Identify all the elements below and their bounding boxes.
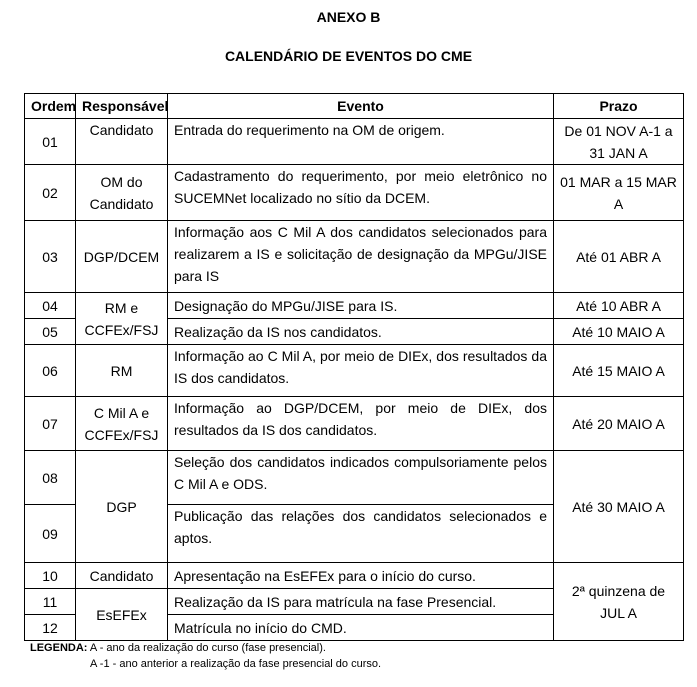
cell-evento: Matrícula no início do CMD. xyxy=(168,615,554,641)
cell-prazo: 01 MAR a 15 MAR A xyxy=(554,165,684,221)
cell-evento: Apresentação na EsEFEx para o início do curso. xyxy=(168,563,554,589)
table-row xyxy=(25,165,684,221)
cell-ordem: 07 xyxy=(25,397,76,451)
cell-evento: Publicação das relações dos candidatos selecionados e aptos. xyxy=(168,505,554,563)
legend-text-1: A - ano da realização do curso (fase presencial). xyxy=(89,642,326,654)
cell-evento: Entrada do requerimento na OM de origem. xyxy=(168,119,554,165)
header-ordem: Ordem xyxy=(25,94,76,119)
cell-responsavel: Candidato xyxy=(76,119,168,165)
cell-responsavel: EsEFEx xyxy=(76,589,168,641)
calendar-title: CALENDÁRIO DE EVENTOS DO CME xyxy=(224,48,473,64)
cell-responsavel: RM xyxy=(76,345,168,397)
cell-evento: Designação do MPGu/JISE para IS. xyxy=(168,293,554,319)
cell-prazo: De 01 NOV A-1 a 31 JAN A xyxy=(554,119,684,165)
cell-responsavel: OM do Candidato xyxy=(76,165,168,221)
cell-ordem: 05 xyxy=(25,319,76,345)
cell-prazo: Até 01 ABR A xyxy=(554,221,684,293)
cell-ordem: 12 xyxy=(25,615,76,641)
cell-ordem: 09 xyxy=(25,505,76,563)
table-row xyxy=(25,221,684,293)
annex-title: ANEXO B xyxy=(316,9,381,25)
cell-ordem: 03 xyxy=(25,221,76,293)
cell-prazo: 2ª quinzena de JUL A xyxy=(554,563,684,641)
cell-ordem: 04 xyxy=(25,293,76,319)
cell-evento: Informação ao C Mil A, por meio de DIEx, dos resultados da IS dos candidatos. xyxy=(168,345,554,397)
cell-responsavel: RM e CCFEx/FSJ xyxy=(76,293,168,345)
cell-responsavel: DGP/DCEM xyxy=(76,221,168,293)
cell-evento: Informação ao DGP/DCEM, por meio de DIEx, dos resultados da IS dos candidatos. xyxy=(168,397,554,451)
header-responsavel: Responsável xyxy=(76,94,168,119)
table-row xyxy=(25,345,684,397)
cell-ordem: 08 xyxy=(25,451,76,505)
cell-prazo: Até 10 MAIO A xyxy=(554,319,684,345)
cell-prazo: Até 15 MAIO A xyxy=(554,345,684,397)
table-row xyxy=(25,451,684,505)
table-row xyxy=(25,119,684,165)
table-row xyxy=(25,293,684,319)
header-evento: Evento xyxy=(168,94,554,119)
cell-evento: Cadastramento do requerimento, por meio eletrônico no SUCEMNet localizado no sítio da DCEM. xyxy=(168,165,554,221)
cell-ordem: 06 xyxy=(25,345,76,397)
cell-ordem: 02 xyxy=(25,165,76,221)
events-table xyxy=(24,93,684,641)
cell-responsavel: DGP xyxy=(76,451,168,563)
table-row xyxy=(25,563,684,589)
legend xyxy=(30,640,381,672)
cell-prazo: Até 30 MAIO A xyxy=(554,451,684,563)
cell-evento: Informação aos C Mil A dos candidatos selecionados para realizarem a IS e solicitação de designação da MPGu/JISE para IS xyxy=(168,221,554,293)
table-header-row xyxy=(25,94,684,119)
cell-evento: Realização da IS para matrícula na fase Presencial. xyxy=(168,589,554,615)
cell-ordem: 10 xyxy=(25,563,76,589)
legend-line-2 xyxy=(30,656,381,672)
legend-text-2: A -1 - ano anterior a realização da fase presencial do curso. xyxy=(90,658,382,670)
cell-evento: Realização da IS nos candidatos. xyxy=(168,319,554,345)
cell-ordem: 01 xyxy=(25,119,76,165)
cell-responsavel: Candidato xyxy=(76,563,168,589)
table-row xyxy=(25,397,684,451)
legend-label: LEGENDA: xyxy=(30,642,88,654)
header-prazo: Prazo xyxy=(554,94,684,119)
cell-prazo: Até 10 ABR A xyxy=(554,293,684,319)
legend-line-1 xyxy=(30,640,381,656)
cell-ordem: 11 xyxy=(25,589,76,615)
cell-prazo: Até 20 MAIO A xyxy=(554,397,684,451)
cell-evento: Seleção dos candidatos indicados compulsoriamente pelos C Mil A e ODS. xyxy=(168,451,554,505)
cell-responsavel: C Mil A e CCFEx/FSJ xyxy=(76,397,168,451)
